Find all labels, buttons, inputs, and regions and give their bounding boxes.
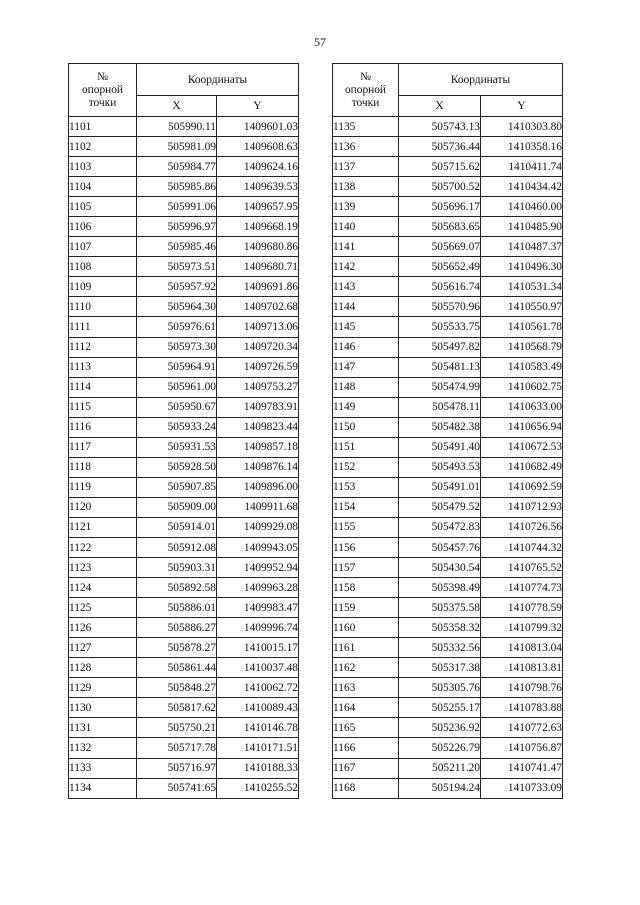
x-coordinate-cell: 505985.86 <box>137 177 217 197</box>
point-number-cell: 1120 <box>69 497 137 517</box>
table-row <box>69 678 299 698</box>
x-coordinate-cell: 505892.58 <box>137 578 217 598</box>
x-coordinate-cell: 505332.56 <box>399 638 481 658</box>
y-coordinate-cell: 1410496.30 <box>481 257 563 277</box>
table-row <box>333 558 563 578</box>
y-coordinate-cell: 1410656.94 <box>481 417 563 437</box>
point-number-cell: 1113 <box>69 357 137 377</box>
table-row <box>333 517 563 537</box>
table-row <box>333 778 563 798</box>
point-number-cell: 1130 <box>69 698 137 718</box>
point-number-cell: 1121 <box>69 517 137 537</box>
point-number-cell: 1147 <box>333 357 399 377</box>
y-coordinate-cell: 1410015.17 <box>217 638 299 658</box>
point-number-cell: 1114 <box>69 377 137 397</box>
point-number-cell: 1117 <box>69 437 137 457</box>
point-number-cell: 1108 <box>69 257 137 277</box>
y-coordinate-cell: 1409952.94 <box>217 558 299 578</box>
table-row <box>69 497 299 517</box>
y-coordinate-cell: 1410798.76 <box>481 678 563 698</box>
y-coordinate-cell: 1410778.59 <box>481 598 563 618</box>
x-coordinate-cell: 505991.06 <box>137 197 217 217</box>
point-number-cell: 1141 <box>333 237 399 257</box>
x-coordinate-cell: 505717.78 <box>137 738 217 758</box>
table-row <box>333 698 563 718</box>
table-row <box>69 137 299 157</box>
x-coordinate-cell: 505211.20 <box>399 758 481 778</box>
coordinates-header: Координаты <box>137 64 299 96</box>
point-number-cell: 1127 <box>69 638 137 658</box>
table-row <box>333 738 563 758</box>
table-row <box>333 598 563 618</box>
table-row <box>333 718 563 738</box>
x-coordinate-cell: 505878.27 <box>137 638 217 658</box>
point-number-cell: 1146 <box>333 337 399 357</box>
point-number-cell: 1131 <box>69 718 137 738</box>
y-coordinate-cell: 1410531.34 <box>481 277 563 297</box>
table-row <box>69 117 299 137</box>
x-coordinate-cell: 505715.62 <box>399 157 481 177</box>
y-coordinate-cell: 1410692.59 <box>481 477 563 497</box>
y-coordinate-cell: 1410733.09 <box>481 778 563 798</box>
x-column-header: X <box>399 96 481 117</box>
x-coordinate-cell: 505533.75 <box>399 317 481 337</box>
table-row <box>69 277 299 297</box>
point-number-cell: 1151 <box>333 437 399 457</box>
y-coordinate-cell: 1409896.00 <box>217 477 299 497</box>
point-number-header-line1: № <box>360 70 371 83</box>
point-number-cell: 1148 <box>333 377 399 397</box>
y-coordinate-cell: 1410712.93 <box>481 497 563 517</box>
y-coordinate-cell: 1409720.34 <box>217 337 299 357</box>
x-coordinate-cell: 505931.53 <box>137 437 217 457</box>
x-coordinate-cell: 505928.50 <box>137 457 217 477</box>
y-coordinate-cell: 1410487.37 <box>481 237 563 257</box>
y-coordinate-cell: 1410783.88 <box>481 698 563 718</box>
point-number-cell: 1132 <box>69 738 137 758</box>
y-coordinate-cell: 1409601.03 <box>217 117 299 137</box>
y-coordinate-cell: 1410772.63 <box>481 718 563 738</box>
point-number-cell: 1119 <box>69 477 137 497</box>
y-coordinate-cell: 1410602.75 <box>481 377 563 397</box>
y-coordinate-cell: 1410460.00 <box>481 197 563 217</box>
x-coordinate-cell: 505317.38 <box>399 658 481 678</box>
x-coordinate-cell: 505912.08 <box>137 537 217 557</box>
point-number-cell: 1153 <box>333 477 399 497</box>
y-coordinate-cell: 1410188.33 <box>217 758 299 778</box>
y-coordinate-cell: 1410434.42 <box>481 177 563 197</box>
point-number-cell: 1126 <box>69 618 137 638</box>
point-number-header <box>333 64 399 117</box>
y-coordinate-cell: 1410799.32 <box>481 618 563 638</box>
point-number-cell: 1168 <box>333 778 399 798</box>
table-row <box>333 237 563 257</box>
x-coordinate-cell: 505358.32 <box>399 618 481 638</box>
x-coordinate-cell: 505236.92 <box>399 718 481 738</box>
coordinates-table-right <box>332 63 563 799</box>
point-number-cell: 1125 <box>69 598 137 618</box>
table-row <box>333 658 563 678</box>
table-row <box>69 237 299 257</box>
x-coordinate-cell: 505696.17 <box>399 197 481 217</box>
table-row <box>69 397 299 417</box>
table-row <box>69 598 299 618</box>
table-row <box>69 558 299 578</box>
table-row <box>69 377 299 397</box>
coordinates-table-left <box>68 63 299 799</box>
x-coordinate-cell: 505741.65 <box>137 778 217 798</box>
table-row <box>69 357 299 377</box>
point-number-cell: 1162 <box>333 658 399 678</box>
x-coordinate-cell: 505700.52 <box>399 177 481 197</box>
table-row <box>69 217 299 237</box>
point-number-cell: 1143 <box>333 277 399 297</box>
y-coordinate-cell: 1409783.91 <box>217 397 299 417</box>
point-number-cell: 1110 <box>69 297 137 317</box>
x-coordinate-cell: 505683.65 <box>399 217 481 237</box>
y-coordinate-cell: 1410037.48 <box>217 658 299 678</box>
x-coordinate-cell: 505817.62 <box>137 698 217 718</box>
point-number-cell: 1165 <box>333 718 399 738</box>
x-coordinate-cell: 505482.38 <box>399 417 481 437</box>
x-coordinate-cell: 505398.49 <box>399 578 481 598</box>
coordinates-table-right-body <box>333 117 563 799</box>
x-coordinate-cell: 505848.27 <box>137 678 217 698</box>
y-coordinate-cell: 1409680.71 <box>217 257 299 277</box>
y-coordinate-cell: 1409857.18 <box>217 437 299 457</box>
y-coordinate-cell: 1409639.53 <box>217 177 299 197</box>
x-coordinate-cell: 505886.27 <box>137 618 217 638</box>
point-number-cell: 1166 <box>333 738 399 758</box>
table-row <box>333 618 563 638</box>
x-column-header: X <box>137 96 217 117</box>
x-coordinate-cell: 505964.30 <box>137 297 217 317</box>
x-coordinate-cell: 505226.79 <box>399 738 481 758</box>
y-coordinate-cell: 1409608.63 <box>217 137 299 157</box>
point-number-cell: 1163 <box>333 678 399 698</box>
x-coordinate-cell: 505479.52 <box>399 497 481 517</box>
table-row <box>69 257 299 277</box>
y-coordinate-cell: 1409996.74 <box>217 618 299 638</box>
table-row <box>69 718 299 738</box>
point-number-cell: 1129 <box>69 678 137 698</box>
point-number-cell: 1164 <box>333 698 399 718</box>
y-coordinate-cell: 1409753.27 <box>217 377 299 397</box>
point-number-header-line1: № <box>97 70 108 83</box>
x-coordinate-cell: 505907.85 <box>137 477 217 497</box>
table-row <box>69 758 299 778</box>
x-coordinate-cell: 505886.01 <box>137 598 217 618</box>
point-number-cell: 1154 <box>333 497 399 517</box>
table-row <box>333 297 563 317</box>
point-number-cell: 1139 <box>333 197 399 217</box>
point-number-cell: 1133 <box>69 758 137 778</box>
point-number-cell: 1118 <box>69 457 137 477</box>
x-coordinate-cell: 505481.13 <box>399 357 481 377</box>
table-row <box>69 578 299 598</box>
point-number-header-line3: точки <box>351 96 380 109</box>
x-coordinate-cell: 505497.82 <box>399 337 481 357</box>
table-row <box>333 157 563 177</box>
y-coordinate-cell: 1410813.04 <box>481 638 563 658</box>
y-coordinate-cell: 1410756.87 <box>481 738 563 758</box>
point-number-cell: 1149 <box>333 397 399 417</box>
x-coordinate-cell: 505950.67 <box>137 397 217 417</box>
table-row <box>333 417 563 437</box>
point-number-cell: 1105 <box>69 197 137 217</box>
y-column-header: Y <box>217 96 299 117</box>
point-number-cell: 1123 <box>69 558 137 578</box>
x-coordinate-cell: 505903.31 <box>137 558 217 578</box>
table-row <box>69 778 299 798</box>
y-coordinate-cell: 1410672.53 <box>481 437 563 457</box>
y-coordinate-cell: 1410741.47 <box>481 758 563 778</box>
point-number-header-line2: опорной <box>81 83 124 96</box>
x-coordinate-cell: 505973.51 <box>137 257 217 277</box>
table-row <box>333 678 563 698</box>
point-number-header-line3: точки <box>88 96 117 109</box>
y-coordinate-cell: 1410358.16 <box>481 137 563 157</box>
coordinates-table-left-body <box>69 117 299 799</box>
point-number-cell: 1155 <box>333 517 399 537</box>
point-number-cell: 1104 <box>69 177 137 197</box>
point-number-cell: 1140 <box>333 217 399 237</box>
point-number-cell: 1159 <box>333 598 399 618</box>
y-coordinate-cell: 1409702.68 <box>217 297 299 317</box>
y-coordinate-cell: 1409823.44 <box>217 417 299 437</box>
table-row <box>69 698 299 718</box>
x-coordinate-cell: 505652.49 <box>399 257 481 277</box>
point-number-cell: 1135 <box>333 117 399 137</box>
y-coordinate-cell: 1409691.86 <box>217 277 299 297</box>
table-row <box>69 618 299 638</box>
y-coordinate-cell: 1410089.43 <box>217 698 299 718</box>
x-coordinate-cell: 505861.44 <box>137 658 217 678</box>
x-coordinate-cell: 505981.09 <box>137 137 217 157</box>
point-number-header <box>69 64 137 117</box>
x-coordinate-cell: 505194.24 <box>399 778 481 798</box>
table-row <box>69 177 299 197</box>
point-number-cell: 1111 <box>69 317 137 337</box>
x-coordinate-cell: 505457.76 <box>399 537 481 557</box>
table-row <box>333 537 563 557</box>
table-row <box>333 437 563 457</box>
y-coordinate-cell: 1410633.00 <box>481 397 563 417</box>
point-number-cell: 1161 <box>333 638 399 658</box>
table-row <box>69 638 299 658</box>
table-row <box>333 397 563 417</box>
table-row <box>333 257 563 277</box>
table-row <box>333 277 563 297</box>
table-row <box>69 457 299 477</box>
y-coordinate-cell: 1410146.78 <box>217 718 299 738</box>
table-row <box>69 197 299 217</box>
table-row <box>69 297 299 317</box>
x-coordinate-cell: 505474.99 <box>399 377 481 397</box>
x-coordinate-cell: 505985.46 <box>137 237 217 257</box>
y-coordinate-cell: 1409911.68 <box>217 497 299 517</box>
y-coordinate-cell: 1410583.49 <box>481 357 563 377</box>
x-coordinate-cell: 505973.30 <box>137 337 217 357</box>
table-row <box>333 337 563 357</box>
table-row <box>333 477 563 497</box>
x-coordinate-cell: 505990.11 <box>137 117 217 137</box>
table-row <box>333 137 563 157</box>
point-number-header-line2: опорной <box>344 83 387 96</box>
table-row <box>333 497 563 517</box>
table-row <box>69 337 299 357</box>
y-coordinate-cell: 1410765.52 <box>481 558 563 578</box>
point-number-cell: 1116 <box>69 417 137 437</box>
y-coordinate-cell: 1409657.95 <box>217 197 299 217</box>
table-row <box>69 477 299 497</box>
y-coordinate-cell: 1410744.32 <box>481 537 563 557</box>
y-coordinate-cell: 1410550.97 <box>481 297 563 317</box>
y-coordinate-cell: 1409943.05 <box>217 537 299 557</box>
y-coordinate-cell: 1409680.86 <box>217 237 299 257</box>
x-coordinate-cell: 505984.77 <box>137 157 217 177</box>
x-coordinate-cell: 505750.21 <box>137 718 217 738</box>
point-number-cell: 1158 <box>333 578 399 598</box>
point-number-cell: 1136 <box>333 137 399 157</box>
y-coordinate-cell: 1409726.59 <box>217 357 299 377</box>
point-number-cell: 1124 <box>69 578 137 598</box>
table-row <box>333 197 563 217</box>
x-coordinate-cell: 505255.17 <box>399 698 481 718</box>
x-coordinate-cell: 505491.01 <box>399 477 481 497</box>
table-row <box>333 217 563 237</box>
point-number-cell: 1134 <box>69 778 137 798</box>
table-row <box>333 638 563 658</box>
y-coordinate-cell: 1410255.52 <box>217 778 299 798</box>
y-coordinate-cell: 1410561.78 <box>481 317 563 337</box>
point-number-cell: 1112 <box>69 337 137 357</box>
table-row <box>69 517 299 537</box>
point-number-cell: 1160 <box>333 618 399 638</box>
x-coordinate-cell: 505736.44 <box>399 137 481 157</box>
point-number-cell: 1167 <box>333 758 399 778</box>
point-number-cell: 1107 <box>69 237 137 257</box>
x-coordinate-cell: 505491.40 <box>399 437 481 457</box>
x-coordinate-cell: 505957.92 <box>137 277 217 297</box>
point-number-cell: 1144 <box>333 297 399 317</box>
point-number-cell: 1138 <box>333 177 399 197</box>
table-row <box>333 177 563 197</box>
y-coordinate-cell: 1410682.49 <box>481 457 563 477</box>
table-row <box>333 758 563 778</box>
x-coordinate-cell: 505914.01 <box>137 517 217 537</box>
point-number-cell: 1137 <box>333 157 399 177</box>
point-number-cell: 1103 <box>69 157 137 177</box>
x-coordinate-cell: 505964.91 <box>137 357 217 377</box>
table-row <box>333 317 563 337</box>
y-coordinate-cell: 1410813.81 <box>481 658 563 678</box>
x-coordinate-cell: 505616.74 <box>399 277 481 297</box>
x-coordinate-cell: 505961.00 <box>137 377 217 397</box>
x-coordinate-cell: 505570.96 <box>399 297 481 317</box>
point-number-cell: 1156 <box>333 537 399 557</box>
x-coordinate-cell: 505909.00 <box>137 497 217 517</box>
y-coordinate-cell: 1409713.06 <box>217 317 299 337</box>
y-coordinate-cell: 1410568.79 <box>481 337 563 357</box>
x-coordinate-cell: 505669.07 <box>399 237 481 257</box>
table-row <box>333 117 563 137</box>
point-number-cell: 1145 <box>333 317 399 337</box>
x-coordinate-cell: 505472.83 <box>399 517 481 537</box>
table-row <box>69 437 299 457</box>
y-coordinate-cell: 1409983.47 <box>217 598 299 618</box>
y-coordinate-cell: 1410171.51 <box>217 738 299 758</box>
x-coordinate-cell: 505976.61 <box>137 317 217 337</box>
x-coordinate-cell: 505716.97 <box>137 758 217 778</box>
x-coordinate-cell: 505933.24 <box>137 417 217 437</box>
y-coordinate-cell: 1410062.72 <box>217 678 299 698</box>
y-coordinate-cell: 1409668.19 <box>217 217 299 237</box>
x-coordinate-cell: 505375.58 <box>399 598 481 618</box>
y-coordinate-cell: 1410485.90 <box>481 217 563 237</box>
x-coordinate-cell: 505493.53 <box>399 457 481 477</box>
table-row <box>333 457 563 477</box>
y-coordinate-cell: 1409963.28 <box>217 578 299 598</box>
point-number-cell: 1152 <box>333 457 399 477</box>
y-coordinate-cell: 1409876.14 <box>217 457 299 477</box>
y-coordinate-cell: 1410726.56 <box>481 517 563 537</box>
table-row <box>333 377 563 397</box>
y-column-header: Y <box>481 96 563 117</box>
y-coordinate-cell: 1409929.08 <box>217 517 299 537</box>
x-coordinate-cell: 505743.13 <box>399 117 481 137</box>
point-number-cell: 1128 <box>69 658 137 678</box>
x-coordinate-cell: 505478.11 <box>399 397 481 417</box>
x-coordinate-cell: 505305.76 <box>399 678 481 698</box>
point-number-cell: 1115 <box>69 397 137 417</box>
table-row <box>333 357 563 377</box>
y-coordinate-cell: 1410774.73 <box>481 578 563 598</box>
y-coordinate-cell: 1410303.80 <box>481 117 563 137</box>
y-coordinate-cell: 1410411.74 <box>481 157 563 177</box>
x-coordinate-cell: 505996.97 <box>137 217 217 237</box>
x-coordinate-cell: 505430.54 <box>399 558 481 578</box>
coordinates-header: Координаты <box>399 64 563 96</box>
point-number-cell: 1157 <box>333 558 399 578</box>
y-coordinate-cell: 1409624.16 <box>217 157 299 177</box>
point-number-cell: 1142 <box>333 257 399 277</box>
table-row <box>69 658 299 678</box>
point-number-cell: 1150 <box>333 417 399 437</box>
table-row <box>69 738 299 758</box>
table-row <box>333 578 563 598</box>
page-number: 57 <box>314 35 326 49</box>
table-row <box>69 417 299 437</box>
point-number-cell: 1109 <box>69 277 137 297</box>
table-row <box>69 317 299 337</box>
point-number-cell: 1122 <box>69 537 137 557</box>
point-number-cell: 1106 <box>69 217 137 237</box>
table-row <box>69 157 299 177</box>
point-number-cell: 1102 <box>69 137 137 157</box>
point-number-cell: 1101 <box>69 117 137 137</box>
table-row <box>69 537 299 557</box>
